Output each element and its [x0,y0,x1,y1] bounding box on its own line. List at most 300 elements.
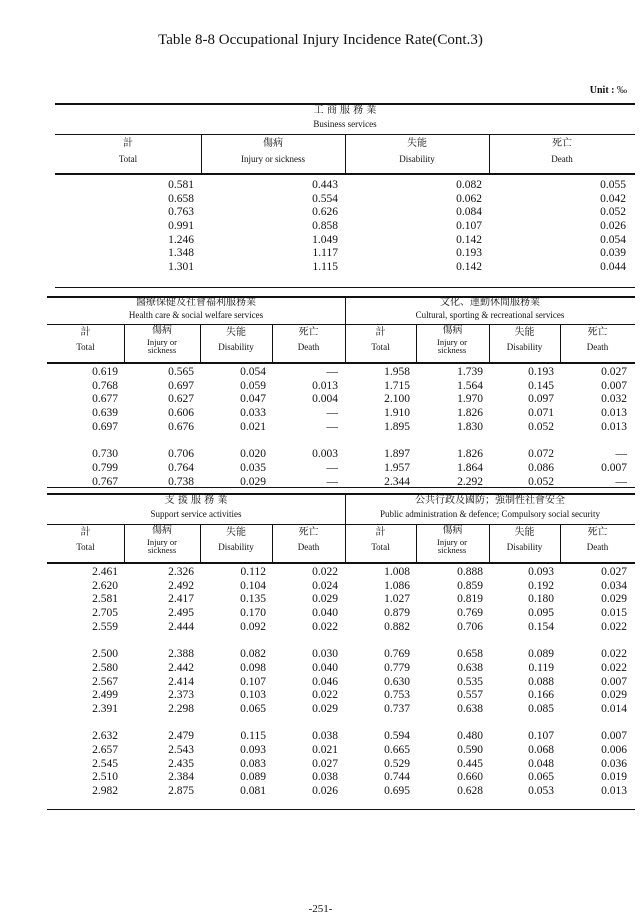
table-cell: 0.040 [312,607,338,620]
group-spacer [285,634,338,648]
cultural-total-col [355,366,410,489]
table-cell: 0.053 [528,785,554,797]
table-cell: 0.142 [456,233,482,246]
table-cell: 0.628 [457,785,483,797]
table-cell: 2.875 [168,785,194,797]
table-cell: 1.826 [457,448,483,461]
table-cell: 2.559 [92,620,118,633]
table-cell: 1.348 [168,247,194,260]
table-cell: 1.086 [384,579,410,592]
table-cell: 0.107 [456,220,482,233]
table-cell: 0.038 [312,730,338,743]
group-spacer [60,434,118,448]
table-cell: 0.021 [312,743,338,756]
table-cell: 2.292 [457,475,483,488]
table-cell: 0.859 [457,579,483,592]
table-cell: 0.104 [240,579,266,592]
col-header-disability-en: Disability [218,542,254,552]
table-cell: 0.639 [92,407,118,420]
table-cell: 0.044 [600,261,626,274]
table-cell: 0.083 [240,757,266,770]
group-spacer [497,717,554,731]
table-cell: — [326,475,338,488]
table-cell: 0.630 [384,675,410,688]
col-header-injury-en: Injury or sickness [437,337,467,356]
cultural-title-zh: 文化、運動休閒服務業 [440,297,540,308]
table-cell: 2.499 [92,689,118,702]
table-cell: 0.062 [456,192,482,205]
business-total-col [120,179,194,275]
col-header-death-en: Death [586,342,609,352]
table-cell: 0.006 [601,743,627,756]
table-cell: 0.030 [312,648,338,661]
table-cell: 0.014 [601,702,627,715]
table-cell: 0.013 [601,785,627,797]
group-spacer [135,634,194,648]
table-cell: 0.054 [240,366,266,378]
rule [55,287,635,288]
col-header-death-zh: 死亡 [298,327,319,338]
table-cell: 0.027 [601,366,627,378]
table-cell: 0.119 [528,661,554,674]
table-cell: 0.068 [528,743,554,756]
table-cell: 0.879 [384,607,410,620]
group-spacer [355,434,410,448]
group-spacer [497,634,554,648]
col-header-injury-en: Injury or sickness [437,537,467,556]
col-header-injury-zh: 傷病 [152,325,172,336]
col-header-death-en: Death [297,342,320,352]
table-cell: 0.170 [240,607,266,620]
unit-label [590,85,627,96]
table-cell: 2.495 [168,607,194,620]
table-cell: 0.445 [457,757,483,770]
table-cell: 1.027 [384,593,410,606]
business-title-en: Business services [313,119,377,129]
public-total-col [355,566,410,799]
table-cell: 1.008 [384,566,410,578]
table-cell: 0.658 [168,192,194,205]
business-injury-col [250,179,338,275]
table-cell: 0.606 [168,407,194,420]
table-cell: 1.564 [457,379,483,392]
table-cell: 0.115 [240,730,266,743]
col-header-total-zh: 計 [123,138,133,149]
business-title-zh: 工 商 服 務 業 [313,105,377,116]
table-cell: 2.373 [168,689,194,702]
table-cell: 0.027 [601,566,627,578]
table-cell: 0.004 [312,393,338,406]
group-spacer [210,434,266,448]
col-header-total-zh: 計 [375,527,386,538]
table-cell: 0.779 [384,661,410,674]
health-title-en: Health care & social welfare services [128,310,264,320]
table-cell: 0.055 [600,179,626,191]
rule [47,809,635,810]
col-header-injury-zh: 傷病 [442,325,463,336]
col-header-injury-zh: 傷病 [152,525,172,536]
table-cell: 0.029 [601,689,627,702]
col-header-disability-en: Disability [506,342,543,352]
table-cell: 0.695 [384,785,410,797]
table-cell: 0.065 [240,702,266,715]
group-spacer [355,634,410,648]
unit-caption: Unit : [589,85,615,96]
table-cell: 0.007 [601,379,627,392]
table-cell: 0.535 [457,675,483,688]
table-cell: 0.769 [384,648,410,661]
table-cell: 0.040 [312,661,338,674]
table-cell: 2.461 [92,566,118,578]
table-cell: 0.085 [528,702,554,715]
table-cell: 2.479 [168,730,194,743]
table-cell: 0.665 [384,743,410,756]
public-disability-col [497,566,554,799]
cultural-injury-col [425,366,483,489]
col-header-injury-en: Injury or sickness [241,154,305,164]
table-cell: 0.081 [240,785,266,797]
table-cell: 0.627 [168,393,194,406]
table-cell: 0.565 [168,366,194,378]
table-cell: 1.826 [457,407,483,420]
table-cell: 1.115 [312,261,338,274]
table-cell: 2.414 [168,675,194,688]
table-cell: 0.003 [312,448,338,461]
table-cell: 2.657 [92,743,118,756]
table-cell: 0.619 [92,366,118,378]
table-cell: 0.033 [240,407,266,420]
table-cell: 1.715 [384,379,410,392]
cultural-disability-col [497,366,554,489]
table-cell: 0.072 [528,448,554,461]
table-cell: 0.677 [92,393,118,406]
table-cell: 1.910 [384,407,410,420]
table-cell: 0.071 [528,407,554,420]
table-cell: 0.065 [528,771,554,784]
table-cell: 0.557 [457,689,483,702]
table-cell: 0.021 [240,420,266,433]
col-header-total-en: Total [76,342,95,352]
table-cell: 2.567 [92,675,118,688]
table-cell: 0.013 [601,407,627,420]
table-cell: — [326,407,338,420]
table-cell: 0.022 [601,620,627,633]
table-cell: 2.500 [92,648,118,661]
page-number: -251- [308,903,333,915]
group-spacer [210,717,266,731]
table-cell: 0.048 [528,757,554,770]
table-cell: 0.082 [240,648,266,661]
col-header-disability-zh: 失能 [514,327,535,338]
table-cell: 0.047 [240,393,266,406]
table-cell: 0.112 [240,566,266,578]
table-cell: 0.763 [168,206,194,219]
group-spacer [135,717,194,731]
table-cell: 0.638 [457,661,483,674]
table-cell: 0.142 [456,261,482,274]
table-cell: 1.958 [384,366,410,378]
table-cell: 0.626 [312,206,338,219]
rule [47,562,635,564]
group-spacer [425,634,483,648]
table-cell: 1.049 [312,233,338,246]
col-header-death-zh: 死亡 [298,527,319,538]
support-total-col [60,566,118,799]
table-cell: 0.029 [312,593,338,606]
table-cell: 0.007 [601,461,627,474]
table-cell: — [615,448,627,461]
col-header-injury-zh: 傷病 [263,138,283,149]
public-injury-col [425,566,483,799]
table-cell: 0.022 [601,648,627,661]
public-title-zh: 公共行政及國防；強制性社會安全 [415,495,565,506]
table-cell: 0.052 [528,475,554,488]
col-header-total-en: Total [371,542,390,552]
rule [47,487,635,488]
table-cell: 2.543 [168,743,194,756]
table-cell: 0.697 [92,420,118,433]
table-cell: 0.015 [601,607,627,620]
table-cell: 1.864 [457,461,483,474]
table-cell: 0.082 [456,179,482,191]
table-cell: 0.032 [601,393,627,406]
table-cell: 0.026 [600,220,626,233]
col-header-death-zh: 死亡 [587,327,608,338]
col-header-death-en: Death [586,542,609,552]
permille-symbol: ‰ [617,85,627,96]
table-cell: 0.180 [528,593,554,606]
table-cell: 0.027 [312,757,338,770]
table-cell: 2.545 [92,757,118,770]
support-title-en: Support service activities [150,509,242,519]
col-header-total-en: Total [118,154,138,164]
col-header-disability-en: Disability [218,342,254,352]
table-cell: 0.581 [168,179,194,191]
table-cell: 2.100 [384,393,410,406]
group-spacer [570,634,627,648]
table-cell: 0.888 [457,566,483,578]
table-cell: 0.193 [456,247,482,260]
table-cell: 0.697 [168,379,194,392]
col-header-injury-en: Injury or sickness [147,337,177,356]
group-spacer [497,434,554,448]
table-cell: 2.705 [92,607,118,620]
table-cell: 0.022 [312,566,338,578]
table-cell: 0.753 [384,689,410,702]
group-spacer [425,434,483,448]
table-cell: 0.991 [168,220,194,233]
col-header-injury-zh: 傷病 [442,525,463,536]
table-cell: 0.192 [528,579,554,592]
table-cell: 0.107 [528,730,554,743]
health-total-col [60,366,118,489]
table-cell: 1.895 [384,420,410,433]
cultural-death-col [570,366,627,489]
table-cell: 0.767 [92,475,118,488]
page-title: Table 8-8 Occupational Injury Incidence Rate(Cont.3) [158,32,483,48]
table-cell: 0.093 [528,566,554,578]
table-cell: 0.730 [92,448,118,461]
table-cell: 0.089 [240,771,266,784]
col-header-total-en: Total [371,342,390,352]
table-cell: 2.417 [168,593,194,606]
col-header-death-en: Death [297,542,320,552]
table-cell: 2.510 [92,771,118,784]
table-cell: 2.632 [92,730,118,743]
col-header-total-zh: 計 [80,327,91,338]
table-cell: 2.581 [92,593,118,606]
group-spacer [135,434,194,448]
group-spacer [570,434,627,448]
table-cell: 0.024 [312,579,338,592]
table-cell: 0.676 [168,420,194,433]
table-cell: 0.660 [457,771,483,784]
table-cell: 0.737 [384,702,410,715]
table-cell: 1.117 [312,247,338,260]
table-cell: 0.858 [312,220,338,233]
group-spacer [60,717,118,731]
table-cell: 0.744 [384,771,410,784]
public-title-en: Public administration & defence; Compulsory social security [380,509,600,519]
table-cell: 0.480 [457,730,483,743]
table-cell: 0.089 [528,648,554,661]
table-cell: 0.145 [528,379,554,392]
support-death-col [285,566,338,799]
table-cell: 0.154 [528,620,554,633]
table-cell: 2.388 [168,648,194,661]
group-spacer [570,717,627,731]
table-cell: 2.384 [168,771,194,784]
group-spacer [425,717,483,731]
col-header-injury-en: Injury or sickness [147,537,177,556]
table-cell: 0.166 [528,689,554,702]
table-cell: 0.086 [528,461,554,474]
health-death-col [285,366,338,489]
table-cell: 1.301 [168,261,194,274]
col-header-disability-zh: 失能 [226,327,246,338]
table-cell: 2.435 [168,757,194,770]
table-cell: 0.046 [312,675,338,688]
table-cell: 0.594 [384,730,410,743]
col-header-disability-zh: 失能 [226,527,246,538]
support-title-zh: 支 援 服 務 業 [164,495,228,506]
group-spacer [210,634,266,648]
support-injury-col [135,566,194,799]
col-header-disability-en: Disability [506,542,543,552]
table-cell: 0.038 [312,771,338,784]
table-cell: 2.442 [168,661,194,674]
table-cell: 0.098 [240,661,266,674]
rule [55,173,635,175]
group-spacer [60,634,118,648]
health-title-zh: 醫療保健及社會福利服務業 [136,297,256,308]
col-header-total-zh: 計 [80,527,91,538]
table-cell: 0.554 [312,192,338,205]
table-cell: 0.706 [457,620,483,633]
table-cell: 2.391 [92,702,118,715]
table-cell: 0.034 [601,579,627,592]
public-death-col [570,566,627,799]
table-cell: 0.768 [92,379,118,392]
table-cell: 0.013 [601,420,627,433]
table-cell: 1.957 [384,461,410,474]
health-disability-col [210,366,266,489]
table-cell: 0.738 [168,475,194,488]
table-cell: 2.444 [168,620,194,633]
business-death-col [540,179,626,275]
table-cell: 0.020 [240,448,266,461]
table-cell: 0.799 [92,461,118,474]
table-cell: 0.097 [528,393,554,406]
rule [47,324,635,325]
table-cell: 0.035 [240,461,266,474]
table-cell: 0.095 [528,607,554,620]
table-cell: 0.036 [601,757,627,770]
group-spacer [355,717,410,731]
table-cell: 2.326 [168,566,194,578]
col-header-death-zh: 死亡 [552,138,572,149]
col-header-total-en: Total [76,542,95,552]
table-cell: 0.193 [528,366,554,378]
table-cell: 0.052 [600,206,626,219]
support-disability-col [210,566,266,799]
table-cell: 2.982 [92,785,118,797]
table-cell: 0.039 [600,247,626,260]
col-header-total-zh: 計 [375,327,386,338]
table-cell: 2.620 [92,579,118,592]
table-cell: 0.007 [601,675,627,688]
table-cell: 0.590 [457,743,483,756]
table-cell: 0.882 [384,620,410,633]
table-cell: 1.246 [168,233,194,246]
group-spacer [285,717,338,731]
table-cell: 0.019 [601,771,627,784]
table-cell: 0.042 [600,192,626,205]
table-cell: 2.492 [168,579,194,592]
table-cell: 2.344 [384,475,410,488]
col-header-disability-en: Disability [399,154,435,164]
table-cell: 0.706 [168,448,194,461]
table-cell: 0.026 [312,785,338,797]
rule [47,524,635,525]
table-cell: 0.092 [240,620,266,633]
table-cell: 0.638 [457,702,483,715]
table-cell: 0.022 [312,689,338,702]
table-cell: 2.298 [168,702,194,715]
table-cell: 1.739 [457,366,483,378]
col-header-death-en: Death [551,154,573,164]
table-cell: 0.135 [240,593,266,606]
col-header-death-zh: 死亡 [587,527,608,538]
rule [47,362,635,364]
table-cell: 0.658 [457,648,483,661]
table-cell: 0.107 [240,675,266,688]
table-cell: 0.443 [312,179,338,191]
table-cell: 1.830 [457,420,483,433]
table-cell: — [326,366,338,378]
table-cell: 0.022 [601,661,627,674]
cultural-title-en: Cultural, sporting & recreational services [415,310,565,320]
table-cell: 0.052 [528,420,554,433]
table-cell: 0.819 [457,593,483,606]
table-cell: — [326,420,338,433]
table-cell: 0.084 [456,206,482,219]
table-cell: 0.529 [384,757,410,770]
table-cell: — [326,461,338,474]
health-injury-col [135,366,194,489]
table-cell: 0.764 [168,461,194,474]
group-spacer [285,434,338,448]
